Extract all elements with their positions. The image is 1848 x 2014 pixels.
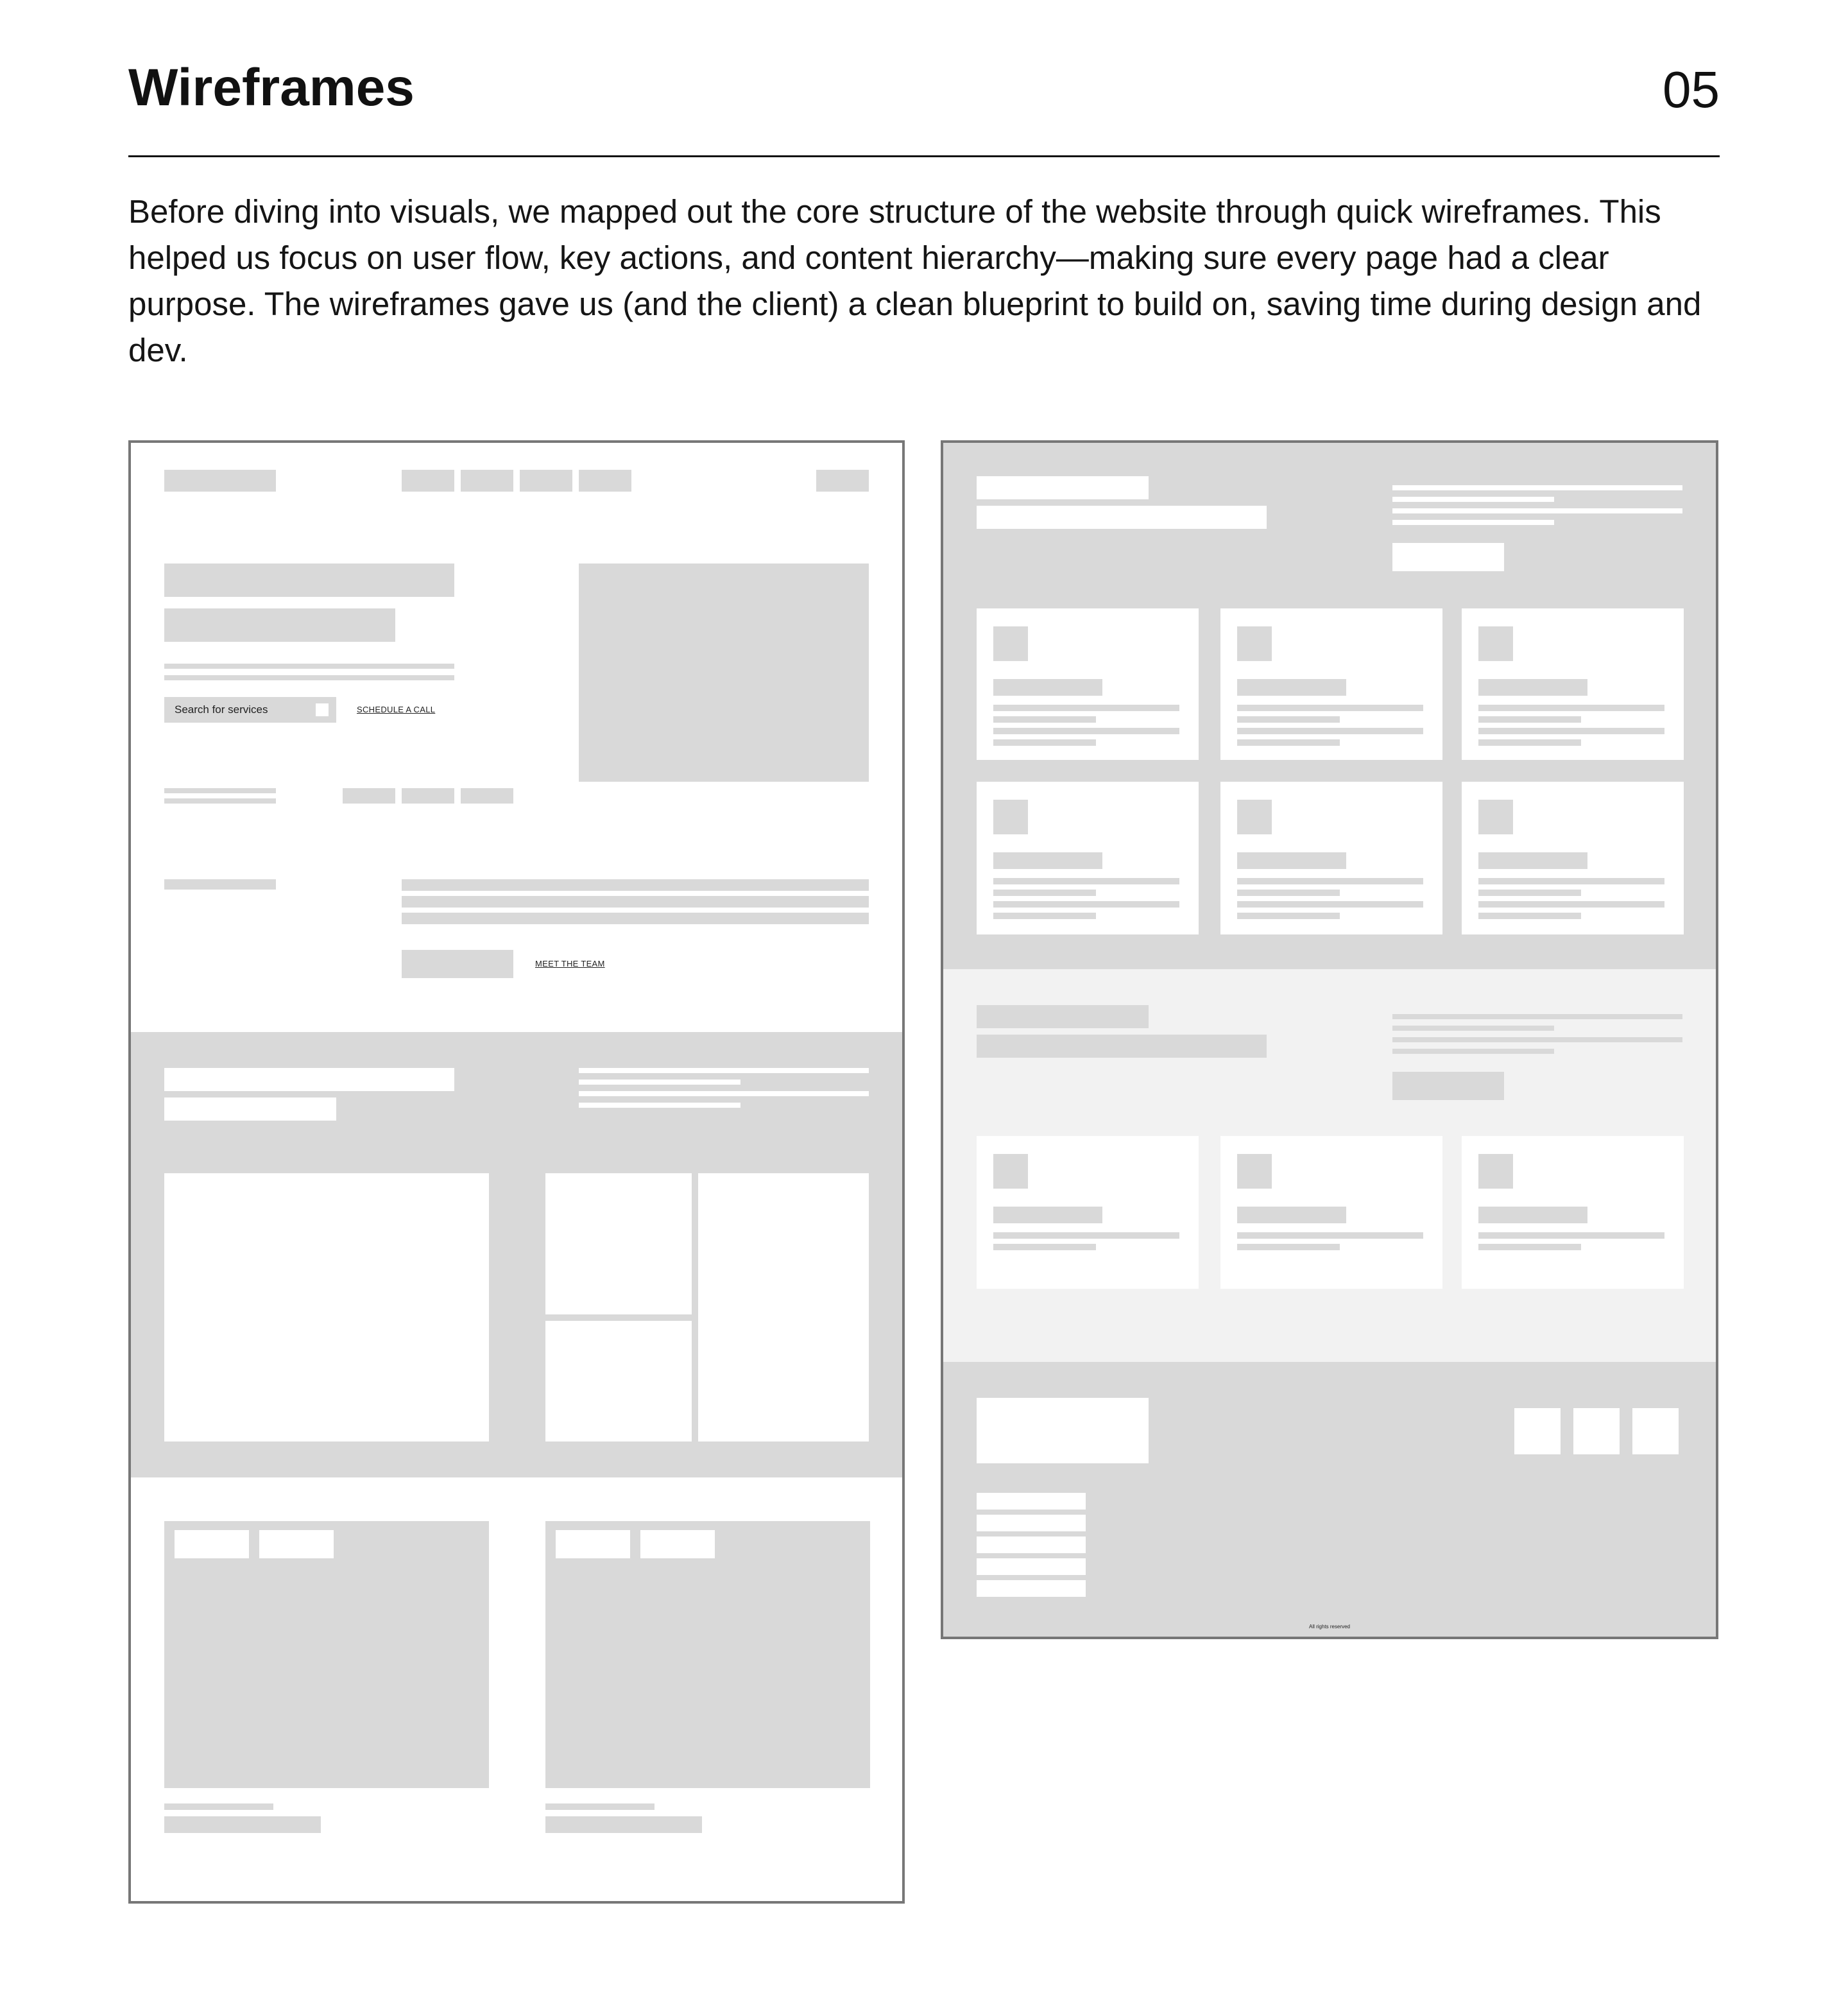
partner-logo-placeholder	[461, 788, 513, 804]
text-line	[164, 788, 276, 793]
search-input[interactable]	[164, 697, 336, 723]
intro-paragraph: Before diving into visuals, we mapped out the core structure of the website through quick wireframes. This helped us focus on user flow, key actions, and content hierarchy—making sure every page had a clear purpose. The wireframes gave us (and the client) a clean blueprint to build on, saving time during design and dev.	[128, 193, 1702, 368]
service-title-line	[993, 852, 1102, 869]
section-heading-placeholder	[164, 1068, 454, 1091]
service-title-line	[1478, 852, 1587, 869]
nav-item-placeholder	[461, 470, 513, 492]
service-icon-placeholder	[993, 800, 1028, 834]
nav-item-placeholder	[520, 470, 572, 492]
service-card[interactable]	[1220, 608, 1442, 760]
service-text-line	[1237, 739, 1340, 746]
wireframe-homepage	[128, 440, 905, 1904]
article-card-image	[164, 1521, 489, 1788]
section-text-line	[1392, 508, 1682, 513]
article-title-line	[545, 1816, 702, 1833]
service-text-line	[1237, 913, 1340, 919]
hero-text-line	[164, 675, 454, 680]
service-text-line	[1478, 913, 1581, 919]
partner-logo-placeholder	[402, 788, 454, 804]
service-icon-placeholder	[1478, 626, 1513, 661]
section-text-line	[1392, 1014, 1682, 1019]
section-text-line	[1392, 1026, 1554, 1031]
service-text-line	[993, 739, 1096, 746]
section-text-line	[1392, 485, 1682, 490]
wireframe-services-page	[941, 440, 1718, 1639]
section-label-placeholder	[164, 879, 276, 890]
service-text-line	[993, 728, 1179, 734]
gallery-image-tall	[698, 1173, 869, 1442]
service-text-line	[1478, 878, 1664, 884]
service-text-line	[1237, 890, 1340, 896]
feature-title-line	[1478, 1207, 1587, 1223]
service-text-line	[1237, 878, 1423, 884]
footer-link-placeholder[interactable]	[977, 1558, 1086, 1575]
service-icon-placeholder	[1478, 800, 1513, 834]
feature-text-line	[993, 1244, 1096, 1250]
about-text-line	[402, 913, 869, 924]
service-title-line	[1237, 852, 1346, 869]
service-text-line	[1478, 890, 1581, 896]
nav-item-placeholder	[402, 470, 454, 492]
service-title-line	[1237, 679, 1346, 696]
section-heading-placeholder	[977, 476, 1149, 499]
article-tag-placeholder	[175, 1530, 249, 1558]
service-card[interactable]	[977, 782, 1199, 934]
service-text-line	[1237, 901, 1423, 908]
service-icon-placeholder	[1237, 626, 1272, 661]
about-button-placeholder[interactable]	[402, 950, 513, 978]
article-card-image	[545, 1521, 870, 1788]
feature-card[interactable]	[1220, 1136, 1442, 1289]
search-placeholder: Search for services	[175, 703, 268, 716]
section-heading-placeholder	[977, 506, 1267, 529]
service-text-line	[993, 705, 1179, 711]
service-card[interactable]	[1220, 782, 1442, 934]
footer-link-placeholder[interactable]	[977, 1536, 1086, 1553]
service-card[interactable]	[1462, 608, 1684, 760]
footer-copyright: All rights reserved	[1308, 1624, 1351, 1630]
hero-text-line	[164, 664, 454, 669]
article-title-line	[164, 1816, 321, 1833]
text-line	[164, 798, 276, 804]
service-text-line	[1478, 739, 1581, 746]
article-tag-placeholder	[640, 1530, 715, 1558]
logo-placeholder	[164, 470, 276, 492]
service-title-line	[993, 679, 1102, 696]
section-text-line	[579, 1103, 740, 1108]
section-text-line	[1392, 1049, 1554, 1054]
gallery-image-large	[164, 1173, 489, 1442]
nav-cta-placeholder	[816, 470, 869, 492]
schedule-call-link[interactable]: SCHEDULE A CALL	[357, 705, 436, 714]
about-text-line	[402, 879, 869, 891]
footer-link-placeholder[interactable]	[977, 1580, 1086, 1597]
about-text-line	[402, 896, 869, 908]
article-meta-line	[164, 1803, 273, 1810]
feature-text-line	[1478, 1232, 1664, 1239]
section-heading-placeholder	[977, 1005, 1149, 1028]
service-text-line	[1237, 728, 1423, 734]
section-text-line	[1392, 1037, 1682, 1042]
social-icon-placeholder[interactable]	[1514, 1408, 1561, 1454]
section-text-line	[579, 1091, 869, 1096]
service-text-line	[993, 901, 1179, 908]
article-meta-line	[545, 1803, 654, 1810]
social-icon-placeholder[interactable]	[1573, 1408, 1620, 1454]
hero-heading-placeholder	[164, 564, 454, 597]
feature-text-line	[1237, 1244, 1340, 1250]
feature-icon-placeholder	[1237, 1154, 1272, 1189]
section-text-line	[579, 1068, 869, 1073]
meet-team-link[interactable]: MEET THE TEAM	[535, 959, 605, 968]
service-text-line	[993, 890, 1096, 896]
page-number: 05	[1663, 61, 1720, 118]
feature-title-line	[993, 1207, 1102, 1223]
footer-logo-placeholder	[977, 1398, 1149, 1463]
article-tag-placeholder	[259, 1530, 334, 1558]
section-text-line	[1392, 497, 1554, 502]
service-text-line	[993, 878, 1179, 884]
feature-card[interactable]	[977, 1136, 1199, 1289]
footer-link-placeholder[interactable]	[977, 1515, 1086, 1531]
title-divider	[128, 155, 1720, 157]
section-text-line	[579, 1080, 740, 1085]
social-icon-placeholder[interactable]	[1632, 1408, 1679, 1454]
service-text-line	[1237, 705, 1423, 711]
section-heading-placeholder	[977, 1035, 1267, 1058]
feature-icon-placeholder	[1478, 1154, 1513, 1189]
gallery-image-small	[545, 1173, 692, 1314]
gallery-image-small	[545, 1321, 692, 1442]
service-text-line	[1478, 901, 1664, 908]
hero-image-placeholder	[579, 564, 869, 782]
service-text-line	[993, 716, 1096, 723]
service-card[interactable]	[977, 608, 1199, 760]
search-button-icon[interactable]	[316, 703, 329, 716]
service-card[interactable]	[1462, 782, 1684, 934]
section-text-line	[1392, 520, 1554, 525]
service-text-line	[1478, 716, 1581, 723]
feature-text-line	[993, 1232, 1179, 1239]
service-text-line	[1478, 728, 1664, 734]
feature-text-line	[1478, 1244, 1581, 1250]
section-button-placeholder[interactable]	[1392, 1072, 1504, 1100]
feature-card[interactable]	[1462, 1136, 1684, 1289]
footer-link-placeholder[interactable]	[977, 1493, 1086, 1510]
service-icon-placeholder	[993, 626, 1028, 661]
page-title: Wireframes	[128, 58, 415, 117]
service-icon-placeholder	[1237, 800, 1272, 834]
partner-logo-placeholder	[343, 788, 395, 804]
section-button-placeholder[interactable]	[1392, 543, 1504, 571]
section-heading-placeholder	[164, 1097, 336, 1121]
feature-title-line	[1237, 1207, 1346, 1223]
article-tag-placeholder	[556, 1530, 630, 1558]
hero-heading-placeholder	[164, 608, 395, 642]
service-text-line	[993, 913, 1096, 919]
feature-icon-placeholder	[993, 1154, 1028, 1189]
service-title-line	[1478, 679, 1587, 696]
service-text-line	[1237, 716, 1340, 723]
feature-text-line	[1237, 1232, 1423, 1239]
service-text-line	[1478, 705, 1664, 711]
nav-item-placeholder	[579, 470, 631, 492]
